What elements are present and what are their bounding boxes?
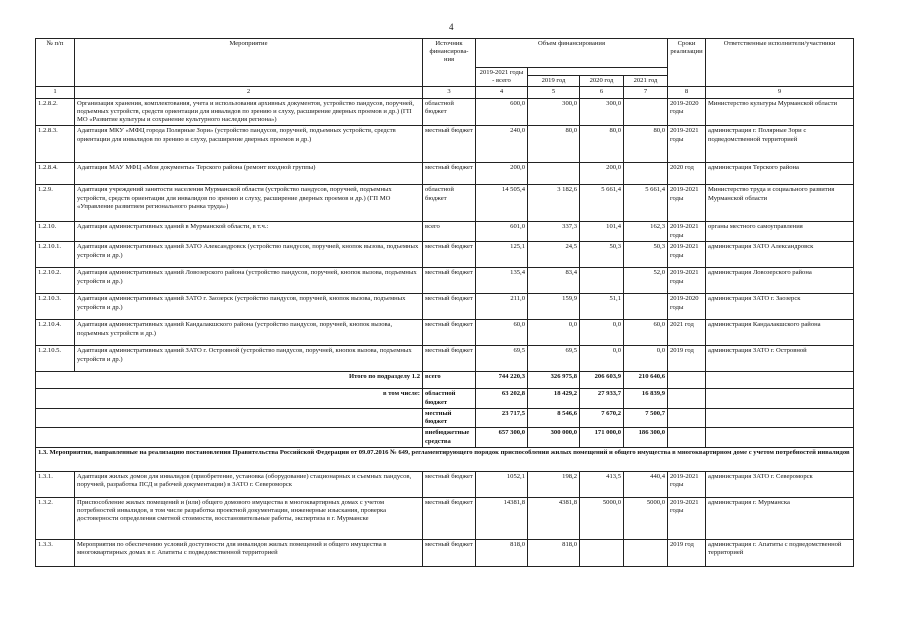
totals-2021: 7 500,7	[624, 408, 668, 427]
amount-2020: 413,5	[580, 471, 624, 497]
totals-period-blank	[668, 428, 706, 447]
totals-2021: 16 839,9	[624, 389, 668, 408]
row-number: 1.3.2.	[36, 497, 75, 539]
amount-2020: 101,4	[580, 222, 624, 242]
amount-2021: 5 661,4	[624, 185, 668, 222]
row-number: 1.2.8.3.	[36, 126, 75, 163]
amount-2021: 52,0	[624, 268, 668, 294]
event-description: Адаптация МКУ «МФЦ города Полярные Зори» (устройство пандусов, поручней, подъемных устройств, средств ориентации для инвалидов по зрению и слуху, расширение дверных проемов и др.)	[75, 126, 423, 163]
funding-source: местный бюджет	[423, 346, 476, 372]
total-amount: 69,5	[476, 346, 528, 372]
totals-2019: 18 429,2	[528, 389, 580, 408]
totals-2020: 7 670,2	[580, 408, 624, 427]
amount-2020: 0,0	[580, 346, 624, 372]
row-number: 1.2.10.3.	[36, 294, 75, 320]
event-description: Адаптация административных зданий ЗАТО г. Островной (устройство пандусов, поручней, кнопок вызова, подъемных устройств и др.)	[75, 346, 423, 372]
amount-2019: 818,0	[528, 539, 580, 566]
amount-2019: 83,4	[528, 268, 580, 294]
event-description: Адаптация административных зданий Кандалакшского района (устройство пандусов, поручней, кнопок вызова, подъемных устройств и др.)	[75, 320, 423, 346]
event-description: Адаптация административных зданий ЗАТО Александровск (устройство пандусов, поручней, кнопок вызова, подъемных устройств и др.)	[75, 242, 423, 268]
responsible-party: администрация Терского района	[706, 163, 854, 185]
funding-source: местный бюджет	[423, 539, 476, 566]
period: 2019 год	[668, 539, 706, 566]
header-total: 2019-2021 годы - всего	[476, 68, 528, 87]
column-number: 6	[580, 87, 624, 98]
totals-blank	[36, 428, 423, 447]
total-amount: 600,0	[476, 98, 528, 126]
amount-2021: 50,3	[624, 242, 668, 268]
totals-2021: 186 300,0	[624, 428, 668, 447]
totals-resp-blank	[706, 428, 854, 447]
total-amount: 1052,1	[476, 471, 528, 497]
responsible-party: органы местного самоуправления	[706, 222, 854, 242]
section-title: 1.3. Мероприятия, направленные на реализацию постановления Правительства Российской Федерации от 09.07.2016 № 649, регламентирующего порядок приспособления жилых помещений и общего имущества в многоквартирном доме с учетом потребностей инвалидов	[36, 447, 854, 471]
header-2020: 2020 год	[580, 76, 624, 87]
totals-resp-blank	[706, 389, 854, 408]
amount-2021: 80,0	[624, 126, 668, 163]
period: 2019-2021 годы	[668, 222, 706, 242]
period: 2019 год	[668, 346, 706, 372]
totals-period-blank	[668, 408, 706, 427]
totals-resp-blank	[706, 408, 854, 427]
table-row	[36, 268, 854, 294]
responsible-party: администрация г. Полярные Зори с подведомственной территорией	[706, 126, 854, 163]
responsible-party: администрация г. Мурманска	[706, 497, 854, 539]
amount-2021	[624, 539, 668, 566]
column-number: 9	[706, 87, 854, 98]
column-number: 1	[36, 87, 75, 98]
totals-2019: 300 000,0	[528, 428, 580, 447]
totals-label: Итого по подразделу 1.2	[36, 372, 423, 389]
table-row	[36, 320, 854, 346]
total-amount: 818,0	[476, 539, 528, 566]
totals-period-blank	[668, 389, 706, 408]
header-2019: 2019 год	[528, 76, 580, 87]
funding-source: всего	[423, 222, 476, 242]
column-number: 4	[476, 87, 528, 98]
amount-2020: 5000,0	[580, 497, 624, 539]
row-number: 1.3.3.	[36, 539, 75, 566]
totals-row	[36, 372, 854, 389]
totals-sublabel: в том числе:	[36, 389, 423, 408]
row-number: 1.2.8.2.	[36, 98, 75, 126]
row-number: 1.3.1.	[36, 471, 75, 497]
column-number: 5	[528, 87, 580, 98]
total-amount: 200,0	[476, 163, 528, 185]
amount-2019: 337,3	[528, 222, 580, 242]
funding-source: областной бюджет	[423, 98, 476, 126]
period: 2019-2020 годы	[668, 98, 706, 126]
total-amount: 135,4	[476, 268, 528, 294]
period: 2019-2021 годы	[668, 497, 706, 539]
table-row	[36, 346, 854, 372]
amount-2021: 5000,0	[624, 497, 668, 539]
header-source: Источник финансирова-ния	[423, 39, 476, 87]
totals-blank	[36, 408, 423, 427]
total-amount: 211,0	[476, 294, 528, 320]
amount-2020	[580, 539, 624, 566]
amount-2020: 50,3	[580, 242, 624, 268]
totals-2019: 326 975,8	[528, 372, 580, 389]
header-num: № п/п	[36, 39, 75, 87]
amount-2020: 80,0	[580, 126, 624, 163]
period: 2020 год	[668, 163, 706, 185]
amount-2020	[580, 268, 624, 294]
row-number: 1.2.10.	[36, 222, 75, 242]
header-funding: Объем финансирования	[476, 39, 668, 68]
table-row	[36, 126, 854, 163]
total-amount: 14 505,4	[476, 185, 528, 222]
responsible-party: администрация Кандалакшского района	[706, 320, 854, 346]
event-description: Организация хранения, комплектования, учета и использования архивных документов, устройство пандусов, поручней, подъемных устройств, средств ориентации для инвалидов по зрению и слуху, расширение дверных проемов и др.) (ГП МО «Развитие культуры и сохранение культурного наследия региона»)	[75, 98, 423, 126]
column-number: 2	[75, 87, 423, 98]
totals-2020: 206 603,9	[580, 372, 624, 389]
table-row	[36, 185, 854, 222]
event-description: Приспособление жилых помещений и (или) общего домового имущества в многоквартирных домах с учетом потребностей инвалидов, в том числе разработка проектной документации, инженерные изыскания, проверка достоверности определения сметной стоимости, восстановительные работы, экспертиза в г. Мурманске	[75, 497, 423, 539]
table-row	[36, 294, 854, 320]
amount-2019: 0,0	[528, 320, 580, 346]
table-row	[36, 497, 854, 539]
responsible-party: Министерство культуры Мурманской области	[706, 98, 854, 126]
table-row	[36, 471, 854, 497]
period: 2021 год	[668, 320, 706, 346]
responsible-party: администрация ЗАТО Александровск	[706, 242, 854, 268]
amount-2021: 60,0	[624, 320, 668, 346]
row-number: 1.2.10.5.	[36, 346, 75, 372]
responsible-party: администрация ЗАТО г. Североморск	[706, 471, 854, 497]
funding-source: областной бюджет	[423, 185, 476, 222]
period: 2019-2021 годы	[668, 242, 706, 268]
event-description: Адаптация учреждений занятости населения Мурманской области (устройство пандусов, поручней, подъемных устройств, средств ориентации для инвалидов по зрению и слуху, расширение дверных проемов и др.) (ГП МО «Управление развитием регионального рынка труда»)	[75, 185, 423, 222]
funding-source: местный бюджет	[423, 294, 476, 320]
funding-source: местный бюджет	[423, 242, 476, 268]
row-number: 1.2.9.	[36, 185, 75, 222]
funding-source: местный бюджет	[423, 471, 476, 497]
totals-2019: 8 546,6	[528, 408, 580, 427]
amount-2021	[624, 98, 668, 126]
header-event: Мероприятие	[75, 39, 423, 87]
totals-row	[36, 428, 854, 447]
amount-2020: 5 661,4	[580, 185, 624, 222]
amount-2019: 24,5	[528, 242, 580, 268]
amount-2021	[624, 163, 668, 185]
row-number: 1.2.8.4.	[36, 163, 75, 185]
totals-2020: 27 933,7	[580, 389, 624, 408]
period: 2019-2021 годы	[668, 268, 706, 294]
amount-2021: 0,0	[624, 346, 668, 372]
totals-period-blank	[668, 372, 706, 389]
header-years-spacer	[528, 68, 668, 76]
amount-2020: 200,0	[580, 163, 624, 185]
total-amount: 125,1	[476, 242, 528, 268]
amount-2019	[528, 163, 580, 185]
total-amount: 60,0	[476, 320, 528, 346]
period: 2019-2021 годы	[668, 185, 706, 222]
amount-2019: 159,9	[528, 294, 580, 320]
page-number: 4	[449, 22, 454, 32]
event-description: Адаптация жилых домов для инвалидов (приобретение, установка (оборудование) стационарных и съемных пандусов, поручней, разработка ПСД и рабочей документации) в ЗАТО г. Североморск	[75, 471, 423, 497]
table-row	[36, 242, 854, 268]
column-number: 8	[668, 87, 706, 98]
responsible-party: администрация ЗАТО г. Заозерск	[706, 294, 854, 320]
totals-total: 657 300,0	[476, 428, 528, 447]
funding-source: местный бюджет	[423, 497, 476, 539]
totals-row	[36, 389, 854, 408]
amount-2019: 198,2	[528, 471, 580, 497]
total-amount: 601,0	[476, 222, 528, 242]
totals-source: местный бюджет	[423, 408, 476, 427]
table-row	[36, 163, 854, 185]
totals-row	[36, 408, 854, 427]
funding-table	[35, 38, 854, 567]
amount-2020: 51,1	[580, 294, 624, 320]
amount-2020: 300,0	[580, 98, 624, 126]
period: 2019-2021 годы	[668, 126, 706, 163]
row-number: 1.2.10.4.	[36, 320, 75, 346]
period: 2019-2020 годы	[668, 294, 706, 320]
amount-2019: 3 182,6	[528, 185, 580, 222]
totals-resp-blank	[706, 372, 854, 389]
section-row	[36, 447, 854, 471]
amount-2019: 80,0	[528, 126, 580, 163]
totals-total: 23 717,5	[476, 408, 528, 427]
amount-2019: 69,5	[528, 346, 580, 372]
period: 2019-2021 годы	[668, 471, 706, 497]
column-numbers-row	[36, 87, 854, 98]
event-description: Адаптация административных зданий Ловозерского района (устройство пандусов, поручней, кнопок вызова, подъемных устройств и др.)	[75, 268, 423, 294]
amount-2021	[624, 294, 668, 320]
responsible-party: Министерство труда и социального развития Мурманской области	[706, 185, 854, 222]
funding-source: местный бюджет	[423, 320, 476, 346]
event-description: Мероприятия по обеспечению условий доступности для инвалидов жилых помещений и общего имущества в многоквартирных домах в г. Апатиты с подведомственной территорией	[75, 539, 423, 566]
totals-total: 744 220,3	[476, 372, 528, 389]
total-amount: 14381,8	[476, 497, 528, 539]
table-row	[36, 539, 854, 566]
totals-source: областной бюджет	[423, 389, 476, 408]
totals-2020: 171 000,0	[580, 428, 624, 447]
event-description: Адаптация МАУ МФЦ «Мои документы» Терского района (ремонт входной группы)	[75, 163, 423, 185]
totals-source: внебюджетные средства	[423, 428, 476, 447]
row-number: 1.2.10.1.	[36, 242, 75, 268]
column-number: 7	[624, 87, 668, 98]
totals-total: 63 202,8	[476, 389, 528, 408]
amount-2021: 162,3	[624, 222, 668, 242]
row-number: 1.2.10.2.	[36, 268, 75, 294]
amount-2021: 440,4	[624, 471, 668, 497]
event-description: Адаптация административных зданий ЗАТО г. Заозерск (устройство пандусов, поручней, кнопок вызова, подъемных устройств и др.)	[75, 294, 423, 320]
total-amount: 240,0	[476, 126, 528, 163]
responsible-party: администрация г. Апатиты с подведомственной территорией	[706, 539, 854, 566]
totals-2021: 210 640,6	[624, 372, 668, 389]
funding-source: местный бюджет	[423, 268, 476, 294]
header-responsible: Ответственные исполнители/участники	[706, 39, 854, 87]
column-number: 3	[423, 87, 476, 98]
amount-2019: 4381,8	[528, 497, 580, 539]
header-2021: 2021 год	[624, 76, 668, 87]
table-row	[36, 98, 854, 126]
funding-source: местный бюджет	[423, 163, 476, 185]
header-terms: Сроки реализации	[668, 39, 706, 87]
responsible-party: администрация ЗАТО г. Островной	[706, 346, 854, 372]
event-description: Адаптация административных зданий в Мурманской области, в т.ч.:	[75, 222, 423, 242]
amount-2020: 0,0	[580, 320, 624, 346]
responsible-party: администрация Ловозерского района	[706, 268, 854, 294]
amount-2019: 300,0	[528, 98, 580, 126]
totals-source: всего	[423, 372, 476, 389]
funding-source: местный бюджет	[423, 126, 476, 163]
table-row	[36, 222, 854, 242]
